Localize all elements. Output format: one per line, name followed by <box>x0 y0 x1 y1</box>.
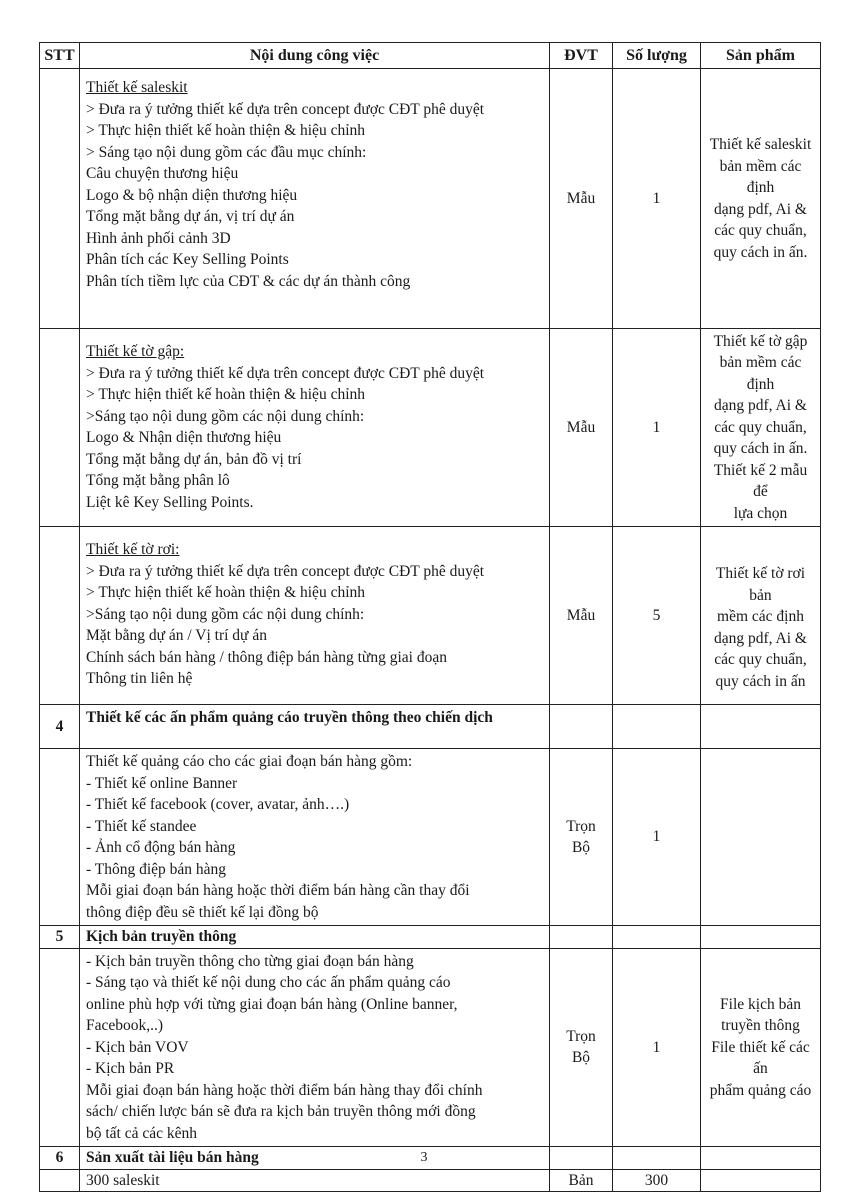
product-line: Thiết kế tờ rơi bản <box>715 565 806 604</box>
product-line: lựa chọn <box>733 504 788 522</box>
table-row-brochure <box>40 329 821 527</box>
table-row-saleskit <box>40 69 821 329</box>
item-line: thông điệp đều sẽ thiết kế lại đồng bộ <box>86 903 319 921</box>
work-table <box>39 42 821 1192</box>
unit-cell <box>550 705 613 749</box>
product-line: các quy chuẩn, <box>714 222 807 239</box>
content-cell <box>80 948 550 1147</box>
content-cell <box>80 69 550 329</box>
section-title: Thiết kế các ấn phẩm quảng cáo truyền thông theo chiến dịch <box>80 705 550 749</box>
product-line: Thiết kế saleskit <box>709 136 812 153</box>
product-cell <box>701 69 821 329</box>
item-line: Tổng mặt bằng phân lô <box>86 472 230 489</box>
header-unit: ĐVT <box>550 43 613 69</box>
item-line: - Sáng tạo và thiết kế nội dung cho các ấn phẩm quảng cáo <box>86 974 451 991</box>
item-line: bộ tất cả các kênh <box>86 1124 198 1142</box>
header-content: Nội dung công việc <box>80 43 550 69</box>
stt-cell <box>40 527 80 705</box>
table-row-campaign <box>40 749 821 926</box>
section-title: Kịch bản truyền thông <box>80 926 550 949</box>
stt-cell <box>40 749 80 926</box>
item-line: - Thiết kế online Banner <box>86 774 238 792</box>
product-cell <box>701 1169 821 1192</box>
item-line: online phù hợp với từng giai đoạn bán hàng (Online banner, <box>86 995 458 1013</box>
item-line: Thiết kế quảng cáo cho các giai đoạn bán hàng gồm: <box>86 753 413 770</box>
unit-cell <box>550 749 613 926</box>
item-line: Logo & bộ nhận diện thương hiệu <box>86 186 298 204</box>
stt-cell <box>40 69 80 329</box>
item-line: > Đưa ra ý tưởng thiết kế dựa trên concept được CĐT phê duyệt <box>86 562 485 580</box>
content-cell <box>80 329 550 527</box>
item-line: Tổng mặt bằng dự án, vị trí dự án <box>86 208 295 225</box>
stt-cell <box>40 1169 80 1192</box>
product-line: bản mềm các định <box>719 157 802 196</box>
item-line: Phân tích tiềm lực của CĐT & các dự án thành công <box>86 272 411 290</box>
content-cell <box>80 749 550 926</box>
product-cell <box>701 948 821 1147</box>
stt-cell: 5 <box>40 926 80 949</box>
unit-cell: Mẫu <box>550 329 613 527</box>
item-line: 300 saleskit <box>86 1171 160 1189</box>
item-line: > Thực hiện thiết kế hoàn thiện & hiệu chỉnh <box>86 584 365 601</box>
item-line: sách/ chiến lược bán sẽ đưa ra kịch bản truyền thông mới đồng <box>86 1103 476 1120</box>
item-line: - Kịch bản truyền thông cho từng giai đoạn bán hàng <box>86 952 414 970</box>
item-line: > Sáng tạo nội dung gồm các đầu mục chính: <box>86 143 367 161</box>
item-line: - Thiết kế standee <box>86 817 197 835</box>
item-line: Thông tin liên hệ <box>86 670 193 687</box>
quantity-cell: 1 <box>613 329 701 527</box>
page-number: 3 <box>420 1150 428 1165</box>
item-line: Tổng mặt bằng dự án, bản đồ vị trí <box>86 450 302 468</box>
product-line: quy cách in ấn. <box>713 440 808 458</box>
quantity-cell: 1 <box>613 69 701 329</box>
item-line: - Ảnh cổ động bán hàng <box>86 839 236 856</box>
product-line: phẩm quảng cáo <box>709 1081 812 1099</box>
item-line: Liệt kê Key Selling Points. <box>86 493 254 511</box>
product-line: quy cách in ấn <box>715 672 806 690</box>
table-row-script <box>40 948 821 1147</box>
stt-cell: 6 <box>40 1147 80 1170</box>
product-line: bản mềm các định <box>719 354 802 393</box>
item-line: Mặt bằng dự án / Vị trí dự án <box>86 627 267 644</box>
product-line: dạng pdf, Ai & <box>714 200 807 218</box>
product-line: File thiết kế các ấn <box>711 1038 810 1077</box>
item-line: - Kịch bản PR <box>86 1060 175 1077</box>
product-line: mềm các định <box>717 608 804 625</box>
stt-cell: 4 <box>40 705 80 749</box>
content-cell <box>80 527 550 705</box>
unit-cell: Mẫu <box>550 69 613 329</box>
quantity-cell <box>613 926 701 949</box>
item-line: - Thiết kế facebook (cover, avatar, ảnh….) <box>86 796 350 813</box>
item-line: - Thông điệp bán hàng <box>86 860 227 878</box>
item-line: Hình ảnh phối cảnh 3D <box>86 229 231 247</box>
unit-cell: Bản <box>550 1169 613 1192</box>
unit-line: Trọn <box>566 1027 596 1045</box>
item-line: >Sáng tạo nội dung gồm các nội dung chính: <box>86 407 365 425</box>
header-product: Sản phẩm <box>701 43 821 69</box>
item-line: Câu chuyện thương hiệu <box>86 165 239 182</box>
item-line: > Đưa ra ý tưởng thiết kế dựa trên concept được CĐT phê duyệt <box>86 364 485 382</box>
item-line: > Thực hiện thiết kế hoàn thiện & hiệu chỉnh <box>86 122 365 139</box>
unit-cell <box>550 926 613 949</box>
product-line: File kịch bản <box>720 995 801 1013</box>
product-cell <box>701 926 821 949</box>
table-row-flyer <box>40 527 821 705</box>
product-cell <box>701 705 821 749</box>
stt-cell <box>40 329 80 527</box>
item-line: Chính sách bán hàng / thông điệp bán hàng từng giai đoạn <box>86 648 447 666</box>
product-line: Thiết kế tờ gập <box>713 332 808 350</box>
item-line: >Sáng tạo nội dung gồm các nội dung chính: <box>86 605 365 623</box>
header-stt: STT <box>40 43 80 69</box>
stt-cell <box>40 948 80 1147</box>
item-line: Logo & Nhận diện thương hiệu <box>86 429 282 446</box>
item-line: Mỗi giai đoạn bán hàng hoặc thời điểm bán hàng cần thay đổi <box>86 882 470 899</box>
quantity-cell: 300 <box>613 1169 701 1192</box>
header-row <box>40 43 821 69</box>
product-cell <box>701 527 821 705</box>
product-line: quy cách in ấn. <box>713 243 808 261</box>
header-quantity: Số lượng <box>613 43 701 69</box>
product-line: Thiết kế 2 mẫu để <box>713 461 808 501</box>
unit-line: Trọn <box>566 817 596 835</box>
item-line: Phân tích các Key Selling Points <box>86 251 289 268</box>
unit-cell: Mẫu <box>550 527 613 705</box>
product-line: dạng pdf, Ai & <box>714 629 807 647</box>
product-cell <box>701 749 821 926</box>
unit-line: Bộ <box>571 1049 591 1067</box>
product-line: các quy chuẩn, <box>714 651 807 668</box>
quantity-cell: 1 <box>613 749 701 926</box>
section-row-5 <box>40 926 821 949</box>
section-row-4 <box>40 705 821 749</box>
item-line: Mỗi giai đoạn bán hàng hoặc thời điểm bán hàng thay đổi chính <box>86 1081 483 1099</box>
table-row-print <box>40 1169 821 1192</box>
item-line: > Thực hiện thiết kế hoàn thiện & hiệu chỉnh <box>86 386 365 403</box>
item-title: Thiết kế tờ rơi: <box>86 541 180 558</box>
product-line: truyền thông <box>721 1017 800 1034</box>
unit-cell <box>550 948 613 1147</box>
content-cell <box>80 1169 550 1192</box>
product-cell <box>701 329 821 527</box>
section-title: Sản xuất tài liệu bán hàng <box>80 1147 550 1170</box>
quantity-cell: 1 <box>613 948 701 1147</box>
product-line: các quy chuẩn, <box>714 418 807 436</box>
quantity-cell <box>613 705 701 749</box>
item-title: Thiết kế saleskit <box>86 79 188 96</box>
item-line: Facebook,..) <box>86 1017 164 1034</box>
quantity-cell: 5 <box>613 527 701 705</box>
product-line: dạng pdf, Ai & <box>714 397 807 415</box>
item-title: Thiết kế tờ gập: <box>86 343 185 360</box>
unit-line: Bộ <box>571 839 591 856</box>
item-line: - Kịch bản VOV <box>86 1038 189 1056</box>
item-line: > Đưa ra ý tưởng thiết kế dựa trên concept được CĐT phê duyệt <box>86 100 485 118</box>
